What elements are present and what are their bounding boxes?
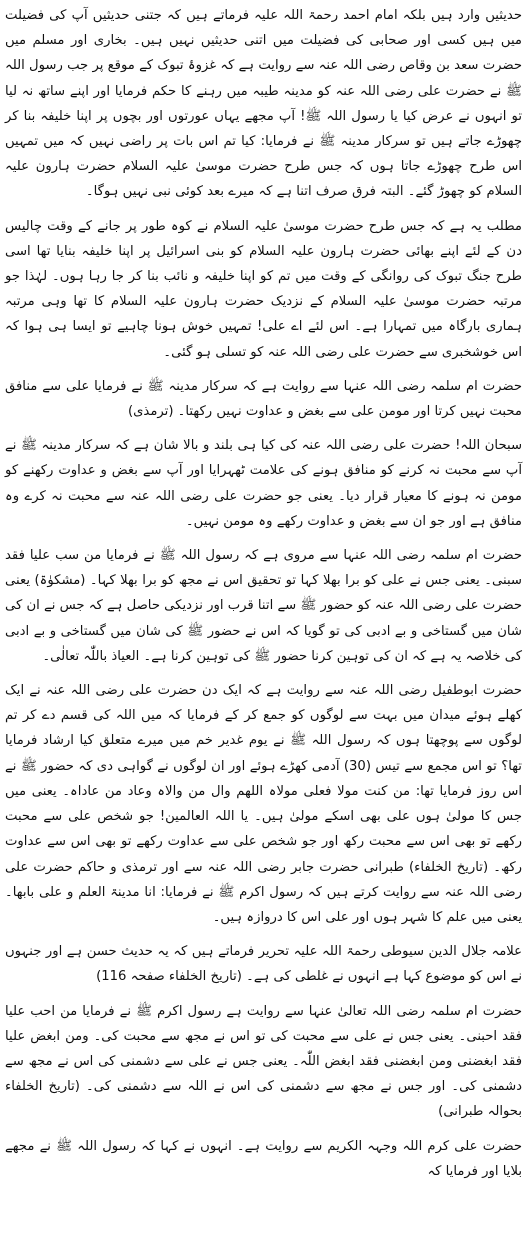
paragraph: حضرت ام سلمہ رضی اللہ عنہا سے روایت ہے کہ سرکار مدینہ ﷺ نے فرمایا علی سے منافق محبت نہیں کرتا اور مومن علی سے بغض و عداوت نہیں رکھتا۔ (ترمذی) [5, 378, 522, 420]
paragraph: حضرت ام سلمہ رضی اللہ تعالیٰ عنہا سے روایت ہے رسول اکرم ﷺ نے فرمایا من احب علیا فقد احبنی۔ یعنی جس نے علی سے محبت کی تو اس نے مجھ سے محبت کی۔ ومن ابغض علیا فقد ابغضنی ومن ابغضنی فقد ابغض اللّٰہ۔ یعنی جس نے علی سے دشمنی کی اس نے مجھ سے دشمنی کی۔ اور جس نے مجھ سے دشمنی کی اس نے اللہ سے دشمنی کی۔ (تاریخ الخلفاء بحوالہ طبرانی) [5, 1003, 522, 1120]
paragraph: حضرت ام سلمہ رضی اللہ عنہا سے مروی ہے کہ رسول اللہ ﷺ نے فرمایا من سب علیا فقد سبنی۔ یعنی جس نے علی کو برا بھلا کہا تو تحقیق اس نے مجھ کو برا بھلا کہا۔ (مشکوٰۃ) یعنی حضرت علی رضی اللہ عنہ کو حضور ﷺ سے اتنا قرب اور نزدیکی حاصل ہے کہ جس نے ان کی شان میں گستاخی و بے ادبی کی تو گویا کہ اس نے حضور ﷺ کی شان میں گستاخی و بے ادبی کی خلاصہ یہ ہے کہ ان کی توہین کرنا حضور ﷺ کی توہین کرنا ہے۔ العیاذ باللّٰہ تعالٰی۔ [5, 548, 522, 664]
paragraph: حضرت ابوطفیل رضی اللہ عنہ سے روایت ہے کہ ایک دن حضرت علی رضی اللہ عنہ نے ایک کھلے ہوئے میدان میں بہت سے لوگوں کو جمع کر کے فرمایا کہ میں اللہ کی قسم دے کر تم لوگوں سے پوچھتا ہوں کہ رسول اللہ ﷺ نے یوم غدیر خم میں میرے متعلق کیا ارشاد فرمایا تھا؟ تو اس مجمع سے تیس (30) آدمی کھڑے ہوئے اور ان لوگوں نے گواہی دی کہ حضور ﷺ نے اس روز فرمایا تھا: من کنت مولا فعلی مولاہ اللھم وال من والاہ وعاد من عاداہ۔ یعنی میں جس کا مولیٰ ہوں علی بھی اسکے مولیٰ ہیں۔ یا اللہ العالمین! جو شخص علی سے محبت رکھے تو بھی اس سے محبت رکھ اور جو شخص علی سے عداوت رکھے تو بھی اس سے عداوت رکھ۔ (تاریخ الخلفاء) طبرانی حضرت جابر رضی اللہ عنہ سے اور ترمذی و حاکم حضرت علی رضی اللہ عنہ سے روایت کرتے ہیں کہ رسول اکرم ﷺ نے فرمایا: انا مدینۃ العلم و علی بابھا۔ یعنی میں علم کا شہر ہوں اور علی اس کا دروازہ ہیں۔ [5, 683, 522, 925]
paragraph: سبحان اللہ! حضرت علی رضی اللہ عنہ کی کیا ہی بلند و بالا شان ہے کہ سرکار مدینہ ﷺ نے آپ سے محبت نہ کرنے کو منافق ہونے کی علامت ٹھہرایا اور آپ سے بغض و عداوت رکھنے کو مومن نہ ہونے کا معیار قرار دیا۔ یعنی جو حضرت علی رضی اللہ عنہ سے محبت نہ کرے وہ منافق ہے اور جو ان سے بغض و عداوت رکھے وہ مومن نہیں۔ [5, 438, 522, 529]
paragraph: حدیثیں وارد ہیں بلکہ امام احمد رحمۃ اللہ علیہ فرماتے ہیں کہ جتنی حدیثیں آپ کی فضیلت میں ہیں کسی اور صحابی کی فضیلت میں اتنی حدیثیں نہیں ہیں۔ بخاری اور مسلم میں حضرت سعد بن وقاص رضی اللہ عنہ سے روایت ہے کہ غزوۂ تبوک کے موقع پر جب رسول اللہ ﷺ نے حضرت علی رضی اللہ عنہ کو مدینہ طیبہ میں رہنے کا حکم فرمایا اور اپنے ساتھ نہ لیا تو انہوں نے عرض کیا یا رسول اللہ ﷺ! آپ مجھے یہاں عورتوں اور بچوں پر اپنا خلیفہ بنا کر چھوڑے جاتے ہیں تو سرکار مدینہ ﷺ نے فرمایا: کیا تم اس بات پر راضی نہیں کہ میں تمہیں اس طرح چھوڑے جاتا ہوں کہ جس طرح حضرت موسیٰ علیہ السلام حضرت ہارون علیہ السلام کو چھوڑ گئے۔ البتہ فرق صرف اتنا ہے کہ میرے بعد کوئی نبی نہیں ہوگا۔ [5, 8, 522, 200]
paragraph: علامہ جلال الدین سیوطی رحمۃ اللہ علیہ تحریر فرماتے ہیں کہ یہ حدیث حسن ہے اور جنہوں نے اس کو موضوع کہا ہے انہوں نے غلطی کی ہے۔ (تاریخ الخلفاء صفحہ 116) [5, 944, 522, 985]
paragraph: مطلب یہ ہے کہ جس طرح حضرت موسیٰ علیہ السلام نے کوہ طور پر جانے کے وقت چالیس دن کے لئے اپنے بھائی حضرت ہارون علیہ السلام کو بنی اسرائیل پر اپنا خلیفہ بنایا تھا اسی طرح جنگ تبوک کی روانگی کے وقت میں تم کو اپنا خلیفہ و نائب بنا کر جا رہا ہوں۔ لہٰذا جو مرتبہ حضرت موسیٰ علیہ السلام کے نزدیک حضرت ہارون علیہ السلام کا تھا وہی مرتبہ ہماری بارگاہ میں تمہارا ہے۔ اس لئے اے علی! تمہیں خوش ہونا چاہیے تو ایسا ہی ہوا کہ اس خوشخبری سے حضرت علی رضی اللہ عنہ کو تسلی ہو گئی۔ [5, 218, 522, 360]
paragraph: حضرت علی کرم اللہ وجہہ الکریم سے روایت ہے۔ انہوں نے کہا کہ رسول اللہ ﷺ نے مجھے بلایا اور فرمایا کہ [5, 1138, 522, 1179]
